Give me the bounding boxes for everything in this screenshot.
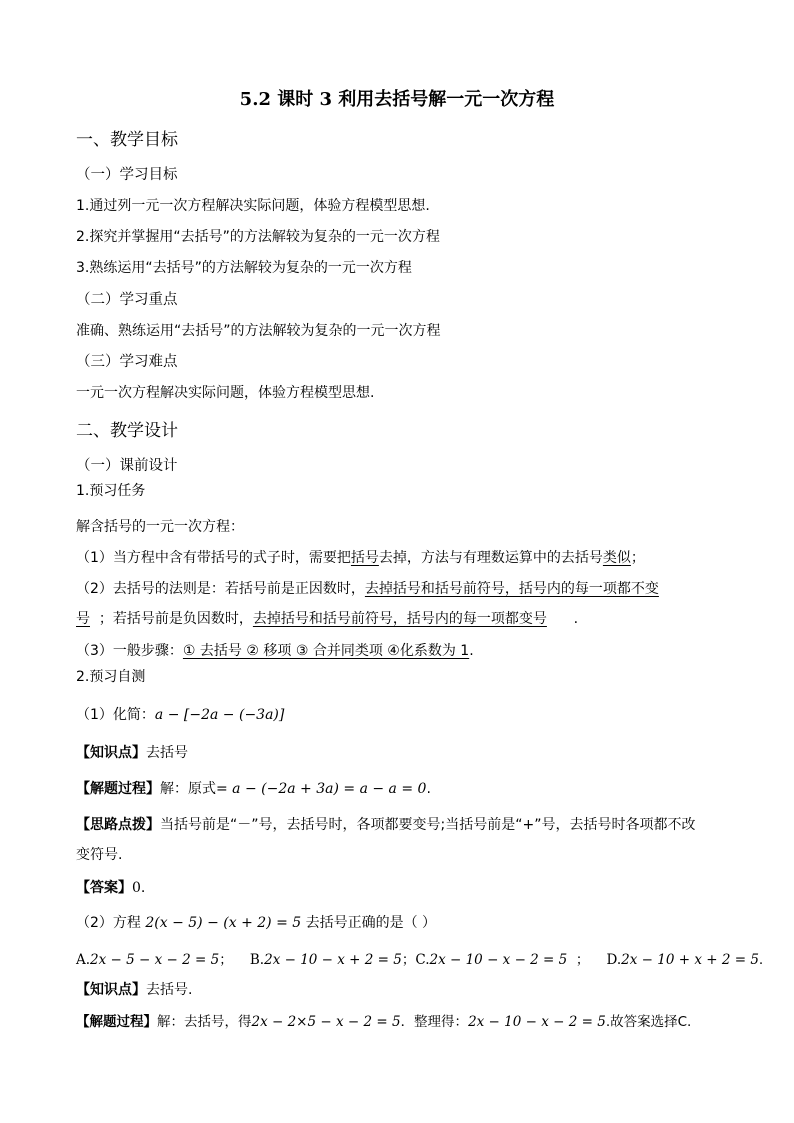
math-expression: 2x − 2×5 − x − 2 = 5 <box>251 1014 401 1030</box>
hint-1-continued: 变符号. <box>76 847 123 863</box>
key-point-text: 准确、熟练运用“去括号”的方法解较为复杂的一元一次方程 <box>76 323 441 339</box>
goal-2: 2.探究并掌握用“去括号”的方法解较为复杂的一元一次方程 <box>76 229 440 245</box>
page-title: 5.2 课时 3 利用去括号解一元一次方程 <box>239 89 555 110</box>
blank-answer: 去掉括号和括号前符号，括号内的每一项都不变 <box>364 581 659 597</box>
blank-answer: 括号 <box>350 550 379 566</box>
subheading-learning-goals: （一）学习目标 <box>76 167 178 183</box>
paragraph-2: （2）去括号的法则是：若括号前是正因数时，去掉括号和括号前符号，括号内的每一项都不变 <box>76 581 659 597</box>
goal-3: 3.熟练运用“去括号”的方法解较为复杂的一元一次方程 <box>76 260 412 276</box>
self-test-heading: 2.预习自测 <box>76 669 146 685</box>
question-1: （1）化简：a − [−2a − (−3a)] <box>76 707 285 723</box>
paragraph-1: （1）当方程中含有带括号的式子时，需要把括号去掉，方法与有理数运算中的去括号类似； <box>76 550 645 566</box>
math-expression: a − [−2a − (−3a)] <box>154 707 285 723</box>
solution-process-1: 【解题过程】解：原式= a − (−2a + 3a) = a − a = 0. <box>76 781 431 797</box>
option-a: 2x − 5 − x − 2 = 5 <box>90 952 220 968</box>
solution-process-2: 【解题过程】解：去括号，得2x − 2×5 − x − 2 = 5．整理得：2x − 10 − x − 2 = 5.故答案选择C. <box>76 1014 692 1030</box>
intro-text: 解含括号的一元一次方程： <box>76 519 244 535</box>
hint-1: 【思路点拨】当括号前是“－”号，去括号时，各项都要变号;当括号前是“+”号，去括号时各项都不改 <box>76 817 696 833</box>
question-2: （2）方程 2(x − 5) − (x + 2) = 5 去括号正确的是（ ） <box>76 915 437 931</box>
knowledge-point-2: 【知识点】去括号. <box>76 982 193 998</box>
option-a-label: A. <box>76 952 91 968</box>
question-2-options: A.2x − 5 − x − 2 = 5； B.2x − 10 − x + 2 = 5；C.2x − 10 − x − 2 = 5 ； D.2x − 10 + x + 2 = 5. <box>76 952 764 968</box>
section-heading-design: 二、教学设计 <box>76 421 178 441</box>
subheading-preclass: （一）课前设计 <box>76 458 178 474</box>
preview-task-heading: 1.预习任务 <box>76 483 146 499</box>
section-heading-goals: 一、教学目标 <box>76 130 178 150</box>
blank-answer: 去掉括号和括号前符号，括号内的每一项都变号 <box>252 611 547 627</box>
option-c: 2x − 10 − x − 2 = 5 <box>429 952 568 968</box>
paragraph-3: （3）一般步骤：① 去括号 ② 移项 ③ 合并同类项 ④化系数为 1. <box>76 643 474 659</box>
answer-1: 【答案】0. <box>76 880 146 896</box>
difficulty-text: 一元一次方程解决实际问题，体验方程模型思想. <box>76 385 375 401</box>
blank-answer: 类似 <box>602 550 631 566</box>
knowledge-point-1: 【知识点】去括号 <box>76 745 188 761</box>
goal-1: 1.通过列一元一次方程解决实际问题，体验方程模型思想. <box>76 198 430 214</box>
option-d-label: D. <box>606 952 622 968</box>
math-expression: 2(x − 5) − (x + 2) = 5 <box>145 915 302 931</box>
math-expression: = a − (−2a + 3a) = a − a = 0 <box>216 781 427 797</box>
option-d: 2x − 10 + x + 2 = 5 <box>621 952 759 968</box>
option-b-label: B. <box>249 952 265 968</box>
blank-answer: ① 去括号 ② 移项 ③ 合并同类项 ④化系数为 1 <box>182 643 470 659</box>
blank-answer: 号 <box>76 611 90 627</box>
paragraph-2-continued: 号 ；若括号前是负因数时，去掉括号和括号前符号，括号内的每一项都变号 . <box>76 611 579 627</box>
option-b: 2x − 10 − x + 2 = 5 <box>264 952 402 968</box>
subheading-difficulty: （三）学习难点 <box>76 354 178 370</box>
math-expression: 2x − 10 − x − 2 = 5 <box>468 1014 606 1030</box>
subheading-key-points: （二）学习重点 <box>76 292 178 308</box>
